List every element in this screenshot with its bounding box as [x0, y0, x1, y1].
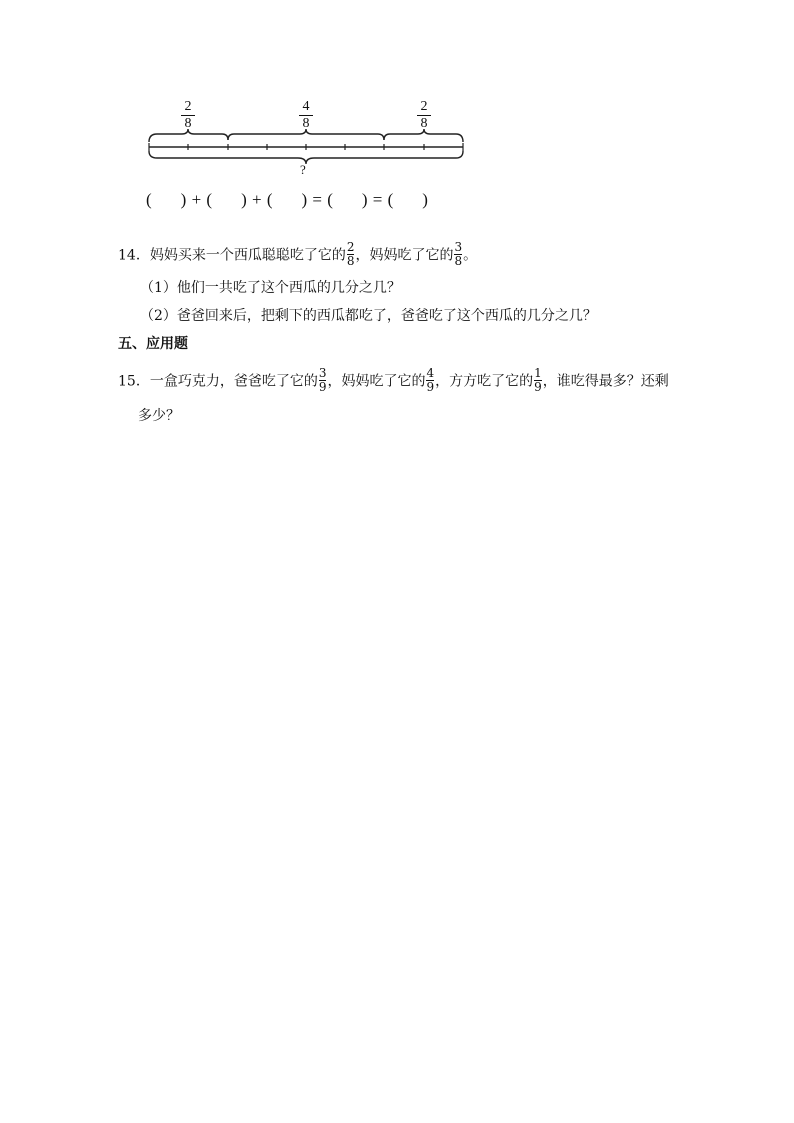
- question-14: [118, 240, 478, 268]
- fraction: $\frac{2}{8}$: [346, 240, 355, 268]
- fill-in-equation: ( ) + ( ) + ( ) = ( ) = ( ): [146, 190, 429, 209]
- question-text: 妈妈买来一个西瓜聪聪吃了它的: [149, 247, 346, 264]
- question-text: 。: [463, 247, 478, 264]
- question-14-sub-2: （2）爸爸回来后，把剩下的西瓜都吃了，爸爸吃了这个西瓜的几分之几？: [140, 308, 597, 324]
- question-text: ，妈妈吃了它的: [355, 247, 454, 264]
- section-title: 五、应用题: [118, 336, 188, 352]
- fraction-bar-diagram: [138, 96, 518, 220]
- segment-2-fraction: 4 8: [294, 100, 318, 131]
- question-text: ，谁吃得最多？还剩: [542, 373, 669, 390]
- question-number: 14．: [118, 247, 150, 264]
- question-number: 15．: [118, 373, 150, 390]
- question-text: ，妈妈吃了它的: [327, 373, 426, 390]
- fraction: $\frac{4}{9}$: [426, 366, 435, 394]
- question-text: ，方方吃了它的: [435, 373, 534, 390]
- question-15-continuation: 多少？: [138, 408, 180, 424]
- question-15: [118, 366, 669, 394]
- total-question-mark: ?: [300, 162, 306, 177]
- fraction: $\frac{3}{9}$: [318, 366, 327, 394]
- total-brace: [149, 151, 463, 164]
- question-text: 一盒巧克力，爸爸吃了它的: [149, 373, 318, 390]
- segment-3-fraction: 2 8: [412, 100, 436, 131]
- fraction: $\frac{3}{8}$: [454, 240, 463, 268]
- fraction: $\frac{1}{9}$: [534, 366, 542, 394]
- segment-1-fraction: 2 8: [176, 100, 200, 131]
- question-14-sub-1: （1）他们一共吃了这个西瓜的几分之几？: [140, 280, 401, 296]
